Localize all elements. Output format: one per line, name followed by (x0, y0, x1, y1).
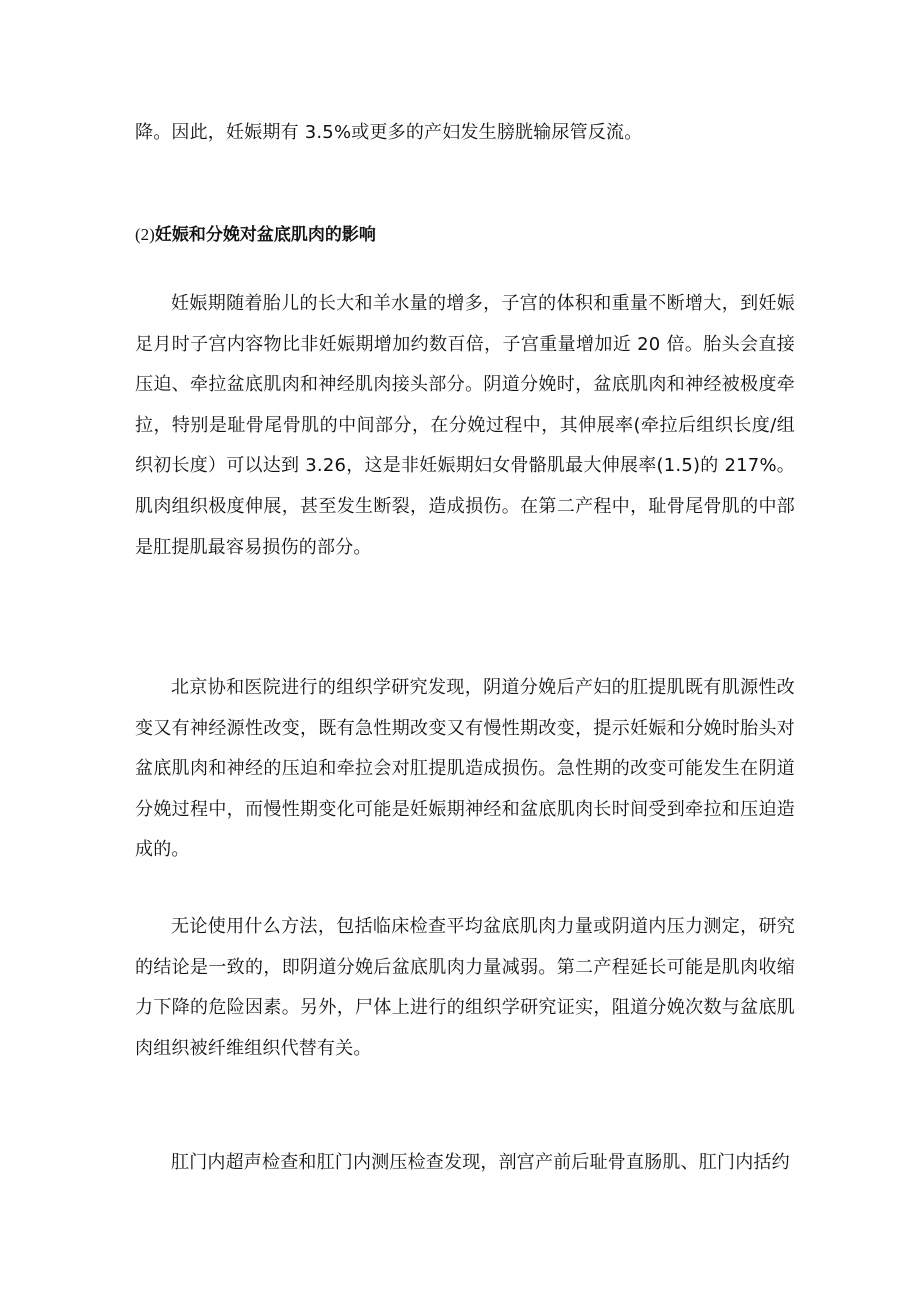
paragraph-ureteral-reflux: 降。因此，妊娠期有 3.5%或更多的产妇发生膀胱输尿管反流。 (135, 122, 643, 143)
paragraph-pumch-study: 北京协和医院进行的组织学研究发现，阴道分娩后产妇的肛提肌既有肌源性改变又有神经源性改变，既有急性期改变又有慢性期改变，提示妊娠和分娩时胎头对盆底肌肉和神经的压迫和牵拉会对肛提肌造成损伤。急性期的改变可能发生在阴道分娩过程中，而慢性期变化可能是妊娠期神经和盆底肌肉长时间受到牵拉和压迫造成的。 (135, 677, 795, 861)
section-heading-number: (2) (135, 225, 155, 244)
paragraph-anal-ultrasound: 肛门内超声检查和肛门内测压检查发现，剖宫产前后耻骨直肠肌、肛门内括约 (171, 1152, 790, 1173)
section-heading (135, 215, 795, 255)
section-heading-text: 妊娠和分娩对盆底肌肉的影响 (154, 225, 376, 245)
paragraph-pregnancy-effects: 妊娠期随着胎儿的长大和羊水量的增多，子宫的体积和重量不断增大，到妊娠足月时子宫内容物比非妊娠期增加约数百倍，子宫重量增加近 20 倍。胎头会直接压迫、牵拉盆底肌肉和神经肌肉接头部分。阴道分娩时，盆底肌肉和神经被极度牵拉，特别是耻骨尾骨肌的中间部分，在分娩过程中，其伸展率(牵拉后组织长度/组织初长度）可以达到 3.26，这是非妊娠期妇女骨骼肌最大伸展率(1.5)的 217%。肌肉组织极度伸展，甚至发生断裂，造成损伤。在第二产程中，耻骨尾骨肌的中部是肛提肌最容易损伤的部分。 (135, 293, 795, 558)
paragraph-muscle-strength: 无论使用什么方法，包括临床检查平均盆底肌肉力量或阴道内压力测定，研究的结论是一致的，即阴道分娩后盆底肌肉力量减弱。第二产程延长可能是肌肉收缩力下降的危险因素。另外，尸体上进行的组织学研究证实，阻道分娩次数与盆底肌肉组织被纤维组织代替有关。 (135, 916, 795, 1059)
